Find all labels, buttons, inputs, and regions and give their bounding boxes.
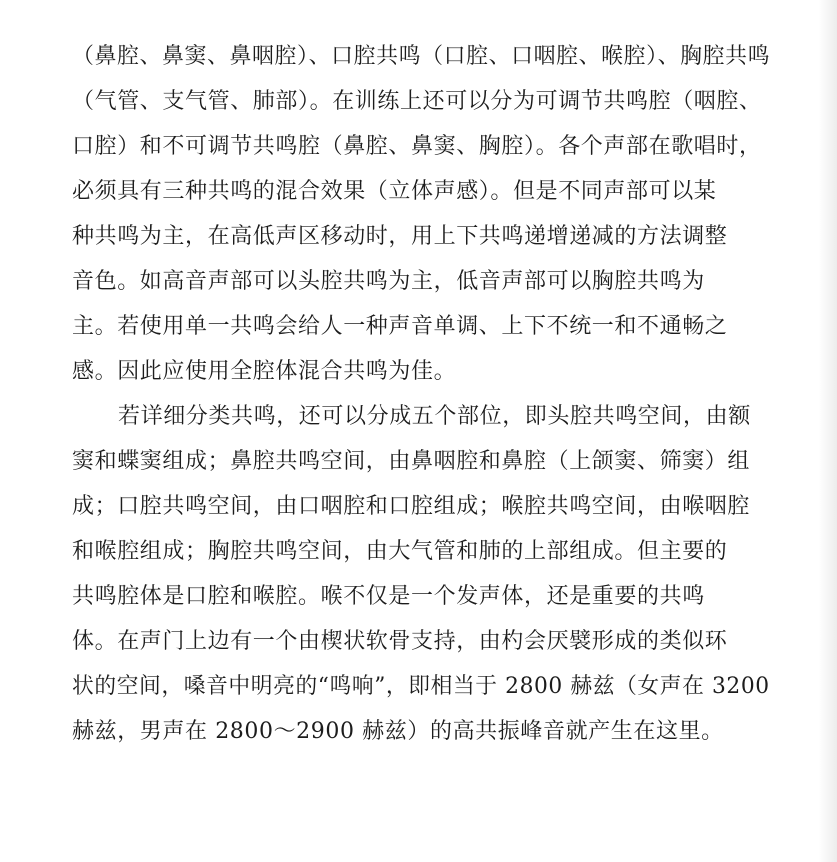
page-edge-shadow: [819, 0, 837, 862]
paragraph-2-line-7: 状的空间，嗓音中明亮的“鸣响”，即相当于 2800 赫兹（女声在 3200: [72, 674, 770, 699]
paragraph-2-line-5: 共鸣腔体是口腔和喉腔。喉不仅是一个发声体，还是重要的共鸣: [72, 584, 705, 609]
paragraph-1-line-4: 必须具有三种共鸣的混合效果（立体声感）。但是不同声部可以某: [72, 179, 717, 204]
paragraph-1-line-8: 感。因此应使用全腔体混合共鸣为佳。: [72, 359, 457, 384]
paragraph-1-line-1: （鼻腔、鼻窦、鼻咽腔）、口腔共鸣（口腔、口咽腔、喉腔）、胸腔共鸣: [72, 44, 771, 69]
paragraph-1-line-6: 音色。如高音声部可以头腔共鸣为主，低音声部可以胸腔共鸣为: [72, 269, 705, 294]
paragraph-2-line-2: 窦和蝶窦组成；鼻腔共鸣空间，由鼻咽腔和鼻腔（上颌窦、筛窦）组: [72, 449, 751, 474]
paragraph-1-line-3: 口腔）和不可调节共鸣腔（鼻腔、鼻窦、胸腔）。各个声部在歌唱时，: [72, 134, 762, 159]
paragraph-1-line-7: 主。若使用单一共鸣会给人一种声音单调、上下不统一和不通畅之: [72, 314, 728, 339]
paragraph-2-line-3: 成；口腔共鸣空间，由口咽腔和口腔组成；喉腔共鸣空间，由喉咽腔: [72, 494, 751, 519]
paragraph-1-line-2: （气管、支气管、肺部）。在训练上还可以分为可调节共鸣腔（咽腔、: [72, 89, 762, 114]
paragraph-2-line-6: 体。在声门上边有一个由楔状软骨支持，由杓会厌襞形成的类似环: [72, 629, 728, 654]
paragraph-2-line-1: 若详细分类共鸣，还可以分成五个部位，即头腔共鸣空间，由额: [118, 404, 751, 429]
paragraph-1-line-5: 种共鸣为主，在高低声区移动时，用上下共鸣递增递减的方法调整: [72, 224, 728, 249]
paragraph-2-line-8: 赫兹，男声在 2800～2900 赫兹）的高共振峰音就产生在这里。: [72, 719, 724, 744]
paragraph-2-line-4: 和喉腔组成；胸腔共鸣空间，由大气管和肺的上部组成。但主要的: [72, 539, 728, 564]
